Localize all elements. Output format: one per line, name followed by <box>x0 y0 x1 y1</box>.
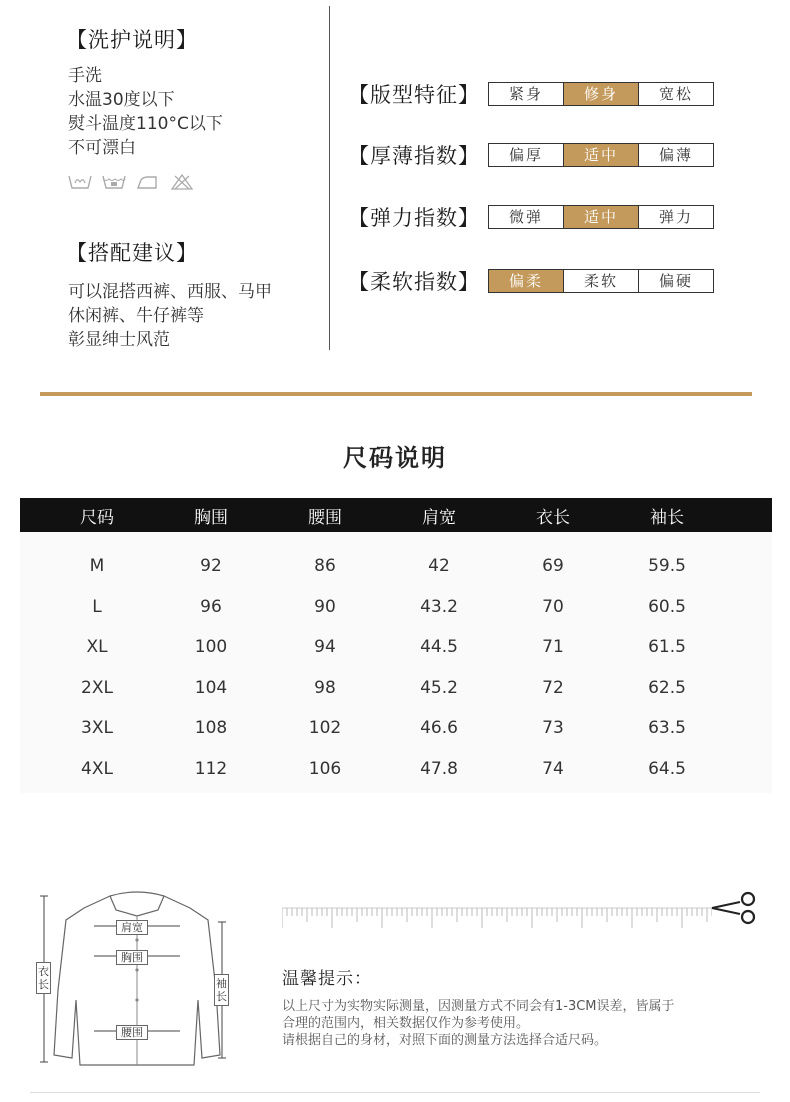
attr-row-fit <box>348 79 714 109</box>
scale-option-selected: 修身 <box>564 83 639 105</box>
scale-option: 弹力 <box>658 208 693 226</box>
table-cell: 59.5 <box>648 556 686 577</box>
attr-scale <box>488 82 714 106</box>
scissors-icon <box>710 890 760 926</box>
table-row <box>20 627 772 668</box>
match-line: 彰显绅士风范 <box>68 330 170 350</box>
table-cell: 98 <box>314 677 336 698</box>
table-cell: 42 <box>428 556 450 577</box>
vertical-divider <box>329 6 330 350</box>
table-header-cell: 腰围 <box>308 507 342 528</box>
attr-scale <box>488 269 714 293</box>
table-cell: 45.2 <box>420 677 458 698</box>
size-table <box>20 498 772 793</box>
table-cell: 3XL <box>81 718 113 739</box>
attr-row-softness <box>348 266 714 296</box>
table-cell: 96 <box>200 596 222 617</box>
care-icons <box>68 174 194 190</box>
table-cell: 47.8 <box>420 758 458 779</box>
label-length: 衣长 <box>36 962 51 994</box>
table-header-row <box>20 498 772 532</box>
label-shoulder: 肩宽 <box>116 920 148 935</box>
no-bleach-icon <box>170 174 194 190</box>
care-line: 手洗 <box>68 66 102 86</box>
tip-line: 合理的范围内，相关数据仅作为参考使用。 <box>282 1016 530 1031</box>
table-cell: 70 <box>542 596 564 617</box>
tip-line: 以上尺寸为实物实际测量，因测量方式不同会有1-3CM误差，皆属于 <box>282 999 675 1014</box>
table-cell: 71 <box>542 637 564 658</box>
tip-line: 请根据自己的身材，对照下面的测量方法选择合适尺码。 <box>282 1033 608 1048</box>
table-cell: 46.6 <box>420 718 458 739</box>
scale-option-selected: 适中 <box>564 144 639 166</box>
table-row <box>20 546 772 587</box>
match-lines <box>68 280 272 352</box>
tips-text <box>282 998 675 1049</box>
table-header-cell: 衣长 <box>536 507 570 528</box>
match-line: 休闲裤、牛仔裤等 <box>68 306 204 326</box>
table-cell: 106 <box>308 758 342 779</box>
table-cell: 63.5 <box>648 718 686 739</box>
label-chest: 胸围 <box>116 950 148 965</box>
table-row <box>20 749 772 790</box>
table-cell: 73 <box>542 718 564 739</box>
table-cell: 86 <box>314 556 336 577</box>
attr-label: 【厚薄指数】 <box>348 144 480 168</box>
attr-row-thickness <box>348 140 714 170</box>
table-cell: 44.5 <box>420 637 458 658</box>
attr-row-elasticity <box>348 202 714 232</box>
gold-divider <box>40 392 752 396</box>
table-cell: XL <box>86 637 108 658</box>
hand-wash-icon <box>68 174 92 190</box>
scale-option: 偏硬 <box>658 272 693 290</box>
table-cell: 112 <box>194 758 228 779</box>
table-cell: 74 <box>542 758 564 779</box>
table-row <box>20 587 772 628</box>
care-line: 水温30度以下 <box>68 90 175 110</box>
table-cell: 2XL <box>81 677 113 698</box>
match-line: 可以混搭西裤、西服、马甲 <box>68 282 272 302</box>
match-title: 【搭配建议】 <box>66 241 198 265</box>
size-table-title: 尺码说明 <box>343 444 447 472</box>
attr-label: 【柔软指数】 <box>348 270 480 294</box>
bottom-divider <box>30 1092 760 1093</box>
table-cell: 60.5 <box>648 596 686 617</box>
table-cell: 92 <box>200 556 222 577</box>
table-cell: 64.5 <box>648 758 686 779</box>
scale-option: 紧身 <box>489 83 564 105</box>
attr-scale <box>488 205 714 229</box>
label-waist: 腰围 <box>116 1025 148 1040</box>
table-cell: 4XL <box>81 758 113 779</box>
table-header-cell: 胸围 <box>194 507 228 528</box>
table-cell: 62.5 <box>648 677 686 698</box>
scale-option-selected: 偏柔 <box>489 270 564 292</box>
table-cell: 104 <box>194 677 228 698</box>
label-sleeve: 袖长 <box>214 974 229 1006</box>
table-cell: 72 <box>542 677 564 698</box>
scale-option: 偏薄 <box>658 146 693 164</box>
table-cell: 94 <box>314 637 336 658</box>
scale-option: 偏厚 <box>489 144 564 166</box>
attr-label: 【弹力指数】 <box>348 206 480 230</box>
table-header-cell: 肩宽 <box>422 507 456 528</box>
table-cell: 108 <box>194 718 228 739</box>
table-cell: M <box>89 556 105 577</box>
shirt-diagram <box>22 880 252 1080</box>
wash-temp-icon <box>102 174 126 190</box>
table-cell: 69 <box>542 556 564 577</box>
table-cell: 61.5 <box>648 637 686 658</box>
scale-option-selected: 适中 <box>564 206 639 228</box>
table-cell: 43.2 <box>420 596 458 617</box>
scale-option: 微弹 <box>489 206 564 228</box>
ruler-icon <box>282 898 712 934</box>
table-row <box>20 668 772 709</box>
care-title: 【洗护说明】 <box>66 28 198 52</box>
care-line: 不可漂白 <box>68 138 136 158</box>
table-header-cell: 尺码 <box>80 507 114 528</box>
table-cell: 90 <box>314 596 336 617</box>
tips-title: 温馨提示： <box>282 969 372 989</box>
attr-scale <box>488 143 714 167</box>
table-header-cell: 袖长 <box>650 507 684 528</box>
table-body <box>20 532 772 793</box>
table-cell: L <box>92 596 102 617</box>
care-lines <box>68 64 223 160</box>
iron-icon <box>136 174 160 190</box>
table-cell: 100 <box>194 637 228 658</box>
scale-option: 柔软 <box>564 270 639 292</box>
attr-label: 【版型特征】 <box>348 83 480 107</box>
care-line: 熨斗温度110°C以下 <box>68 114 223 134</box>
scale-option: 宽松 <box>658 85 693 103</box>
table-row <box>20 708 772 749</box>
table-cell: 102 <box>308 718 342 739</box>
